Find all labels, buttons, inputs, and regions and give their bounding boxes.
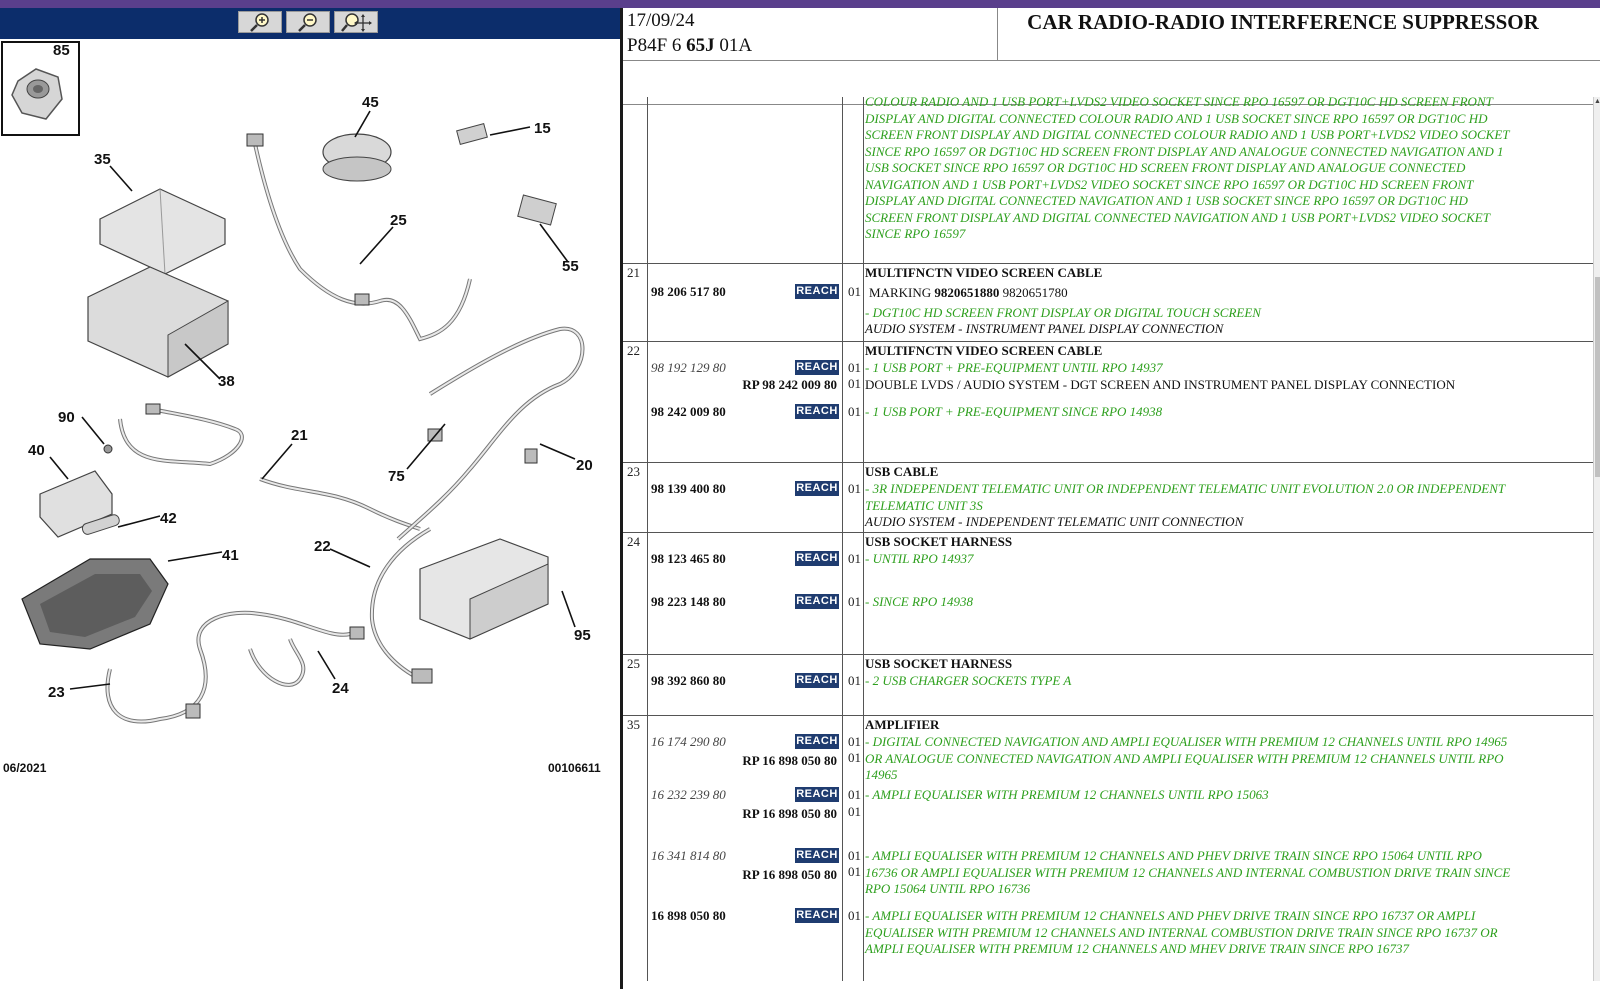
callout-40[interactable]: 40 [28,442,45,459]
window-top-strip [0,0,1600,8]
table-row-23[interactable] [623,462,1593,532]
replacement-part-number[interactable]: RP 16 898 050 80 [742,806,837,821]
row-description: - AMPLI EQUALISER WITH PREMIUM 12 CHANNELS AND PHEV DRIVE TRAIN SINCE RPO 16737 OR AMPLI EQUALISER WITH PREMIUM 12 CHANNELS AND INTERNAL COMBUSTION DRIVE TRAIN SINCE RPO 16737 OR AMPLI EQUALISER WITH PREMIUM 12 CHANNELS AND MHEV DRIVE TRAIN SINCE RPO 16737 [865,908,1498,956]
marking-label: MARKING [869,285,935,300]
reach-badge[interactable]: REACH [796,909,838,921]
reach-badge[interactable]: REACH [796,735,838,747]
marking-line [869,285,1519,302]
table-row-continuation [623,94,1593,263]
row-number: 21 [627,265,640,280]
callout-25[interactable]: 25 [390,212,407,229]
scroll-up-arrow-icon[interactable]: ▲ [1594,97,1601,105]
part-number[interactable]: 98 223 148 80 [651,594,726,609]
diagram-panel [0,8,622,989]
callout-95[interactable]: 95 [574,627,591,644]
callout-55[interactable]: 55 [562,258,579,275]
diagram-date: 06/2021 [3,761,47,775]
scrollbar-thumb[interactable] [1595,277,1600,477]
parts-diagram-svg [0,39,622,799]
row-description: - DGT10C HD SCREEN FRONT DISPLAY OR DIGITAL TOUCH SCREEN [865,305,1261,320]
callout-90[interactable]: 90 [58,409,75,426]
table-row-35[interactable] [623,715,1593,981]
callout-22[interactable]: 22 [314,538,331,555]
code-suffix: 01A [714,35,753,56]
row-description-2: AUDIO SYSTEM - INDEPENDENT TELEMATIC UNIT CONNECTION [865,514,1244,529]
row-title: MULTIFNCTN VIDEO SCREEN CABLE [865,265,1103,280]
callout-75[interactable]: 75 [388,468,405,485]
part-number[interactable]: 98 242 009 80 [651,404,726,419]
row-description: - AMPLI EQUALISER WITH PREMIUM 12 CHANNELS UNTIL RPO 15063 [865,787,1269,802]
header-code [627,35,752,57]
replacement-part-number[interactable]: RP 98 242 009 80 [742,377,837,392]
row-description: - UNTIL RPO 14937 [865,551,974,566]
zoom-out-icon [288,12,328,32]
callout-23[interactable]: 23 [48,684,65,701]
part-number[interactable]: 98 392 860 80 [651,673,726,688]
reach-badge[interactable]: REACH [796,482,838,494]
zoom-out-button[interactable] [286,11,330,33]
part-number-superseded[interactable]: 16 232 239 80 [651,787,726,802]
quantity: 01 [848,594,861,609]
table-row-24[interactable] [623,532,1593,654]
part-number-superseded[interactable]: 98 192 129 80 [651,360,726,375]
row-description-2: AUDIO SYSTEM - INSTRUMENT PANEL DISPLAY CONNECTION [865,321,1224,336]
header-date: 17/09/24 [627,10,695,31]
reach-badge[interactable]: REACH [796,361,838,373]
row-title: USB SOCKET HARNESS [865,534,1013,549]
code-bold: 65J [686,35,715,56]
reach-badge[interactable]: REACH [796,405,838,417]
diagram-reference: 00106611 [548,761,601,775]
quantity: 01 [848,734,861,749]
zoom-toolbar [0,8,622,39]
reach-badge[interactable]: REACH [796,595,838,607]
row-description: - AMPLI EQUALISER WITH PREMIUM 12 CHANNELS AND PHEV DRIVE TRAIN SINCE RPO 15064 UNTIL RPO 16736 OR AMPLI EQUALISER WITH PREMIUM 12 CHANNELS AND INTERNAL COMBUSTION DRIVE TRAIN SINCE RPO 15064 UNTIL RPO 16736 [865,848,1511,896]
replacement-part-number[interactable]: RP 16 898 050 80 [742,753,837,768]
table-row-25[interactable] [623,654,1593,715]
zoom-in-button[interactable] [238,11,282,33]
zoom-pan-icon [336,12,376,32]
continuation-description: COLOUR RADIO AND 1 USB PORT+LVDS2 VIDEO SOCKET SINCE RPO 16597 OR DGT10C HD SCREEN FRONT DISPLAY AND DIGITAL CONNECTED COLOUR RADIO AND 1 USB SOCKET SINCE RPO 16597 OR DGT10C HD SCREEN FRONT DISPLAY AND DIGITAL CONNECTED COLOUR RADIO AND 1 USB PORT+LVDS2 VIDEO SOCKET SINCE RPO 16597 OR DGT10C HD SCREEN FRONT DISPLAY AND ANALOGUE CONNECTED NAVIGATION AND 1 USB SOCKET SINCE RPO 16597 OR DGT10C HD SCREEN FRONT DISPLAY AND ANALOGUE CONNECTED NAVIGATION AND 1 USB PORT+LVDS2 VIDEO SOCKET SINCE RPO 16597 OR DGT10C HD SCREEN FRONT DISPLAY AND DIGITAL CONNECTED NAVIGATION AND 1 USB SOCKET SINCE RPO 16597 OR DGT10C HD SCREEN FRONT DISPLAY AND DIGITAL CONNECTED NAVIGATION AND 1 USB PORT+LVDS2 VIDEO SOCKET SINCE RPO 16597 [865,94,1510,241]
quantity: 01 [848,908,861,923]
row-description-b: - SINCE RPO 14938 [865,594,973,609]
replacement-part-number[interactable]: RP 16 898 050 80 [742,867,837,882]
row-title: AMPLIFIER [865,717,940,732]
page-title: CAR RADIO-RADIO INTERFERENCE SUPPRESSOR [1027,10,1539,34]
quantity: 01 [848,404,861,419]
quantity: 01 [848,848,861,863]
parts-table [623,94,1593,981]
row-number: 22 [627,343,640,358]
part-number[interactable]: 16 898 050 80 [651,908,726,923]
row-description-b: - 1 USB PORT + PRE-EQUIPMENT SINCE RPO 14938 [865,404,1163,419]
part-number[interactable]: 98 206 517 80 [651,284,726,299]
quantity: 01 [848,804,861,819]
quantity: 01 [848,787,861,802]
table-row-22[interactable] [623,341,1593,462]
quantity: 01 [848,360,861,375]
row-title: USB CABLE [865,464,939,479]
reach-badge[interactable]: REACH [796,674,838,686]
marking-rest: 9820651780 [999,285,1068,300]
quantity: 01 [848,376,861,391]
quantity: 01 [848,551,861,566]
code-prefix: P84F 6 [627,35,687,56]
vertical-scrollbar[interactable] [1593,97,1600,981]
row-number: 25 [627,656,640,671]
callout-20[interactable]: 20 [576,457,593,474]
zoom-in-icon [240,12,280,32]
quantity: 01 [848,864,861,879]
reach-badge[interactable]: REACH [796,849,838,861]
table-row-21[interactable] [623,263,1593,341]
reach-badge[interactable]: REACH [796,788,838,800]
part-number-superseded[interactable]: 16 341 814 80 [651,848,726,863]
row-description: - 3R INDEPENDENT TELEMATIC UNIT OR INDEPENDENT TELEMATIC UNIT EVOLUTION 2.0 OR INDEPENDENT TELEMATIC UNIT 3S [865,481,1505,513]
part-number[interactable]: 98 123 465 80 [651,551,726,566]
callout-85[interactable]: 85 [53,42,70,59]
parts-exploded-diagram [0,39,622,799]
callout-41[interactable]: 41 [222,547,239,564]
row-description: - 1 USB PORT + PRE-EQUIPMENT UNTIL RPO 14937 [865,360,1163,375]
part-number-superseded[interactable]: 16 174 290 80 [651,734,726,749]
callout-35[interactable]: 35 [94,151,111,168]
reach-badge[interactable]: REACH [796,552,838,564]
row-description: - 2 USB CHARGER SOCKETS TYPE A [865,673,1072,688]
callout-45[interactable]: 45 [362,94,379,111]
quantity: 01 [848,284,861,299]
callout-38[interactable]: 38 [218,373,235,390]
parts-header [623,8,1600,61]
callout-15[interactable]: 15 [534,120,551,137]
row-title: MULTIFNCTN VIDEO SCREEN CABLE [865,343,1103,358]
quantity: 01 [848,673,861,688]
quantity: 01 [848,750,861,765]
zoom-pan-button[interactable] [334,11,378,33]
row-number: 35 [627,717,640,732]
reach-badge[interactable]: REACH [796,285,838,297]
callout-42[interactable]: 42 [160,510,177,527]
row-number: 23 [627,464,640,479]
callout-21[interactable]: 21 [291,427,308,444]
marking-bold: 9820651880 [934,285,1000,300]
row-description-rp: DOUBLE LVDS / AUDIO SYSTEM - DGT SCREEN AND INSTRUMENT PANEL DISPLAY CONNECTION [865,377,1456,392]
quantity: 01 [848,481,861,496]
row-title: USB SOCKET HARNESS [865,656,1013,671]
header-separator [997,8,998,61]
callout-24[interactable]: 24 [332,680,349,697]
part-number[interactable]: 98 139 400 80 [651,481,726,496]
row-description: - DIGITAL CONNECTED NAVIGATION AND AMPLI EQUALISER WITH PREMIUM 12 CHANNELS UNTIL RPO 14965 OR ANALOGUE CONNECTED NAVIGATION AND AMPLI EQUALISER WITH PREMIUM 12 CHANNELS UNTIL RPO 14965 [865,734,1508,782]
row-number: 24 [627,534,640,549]
